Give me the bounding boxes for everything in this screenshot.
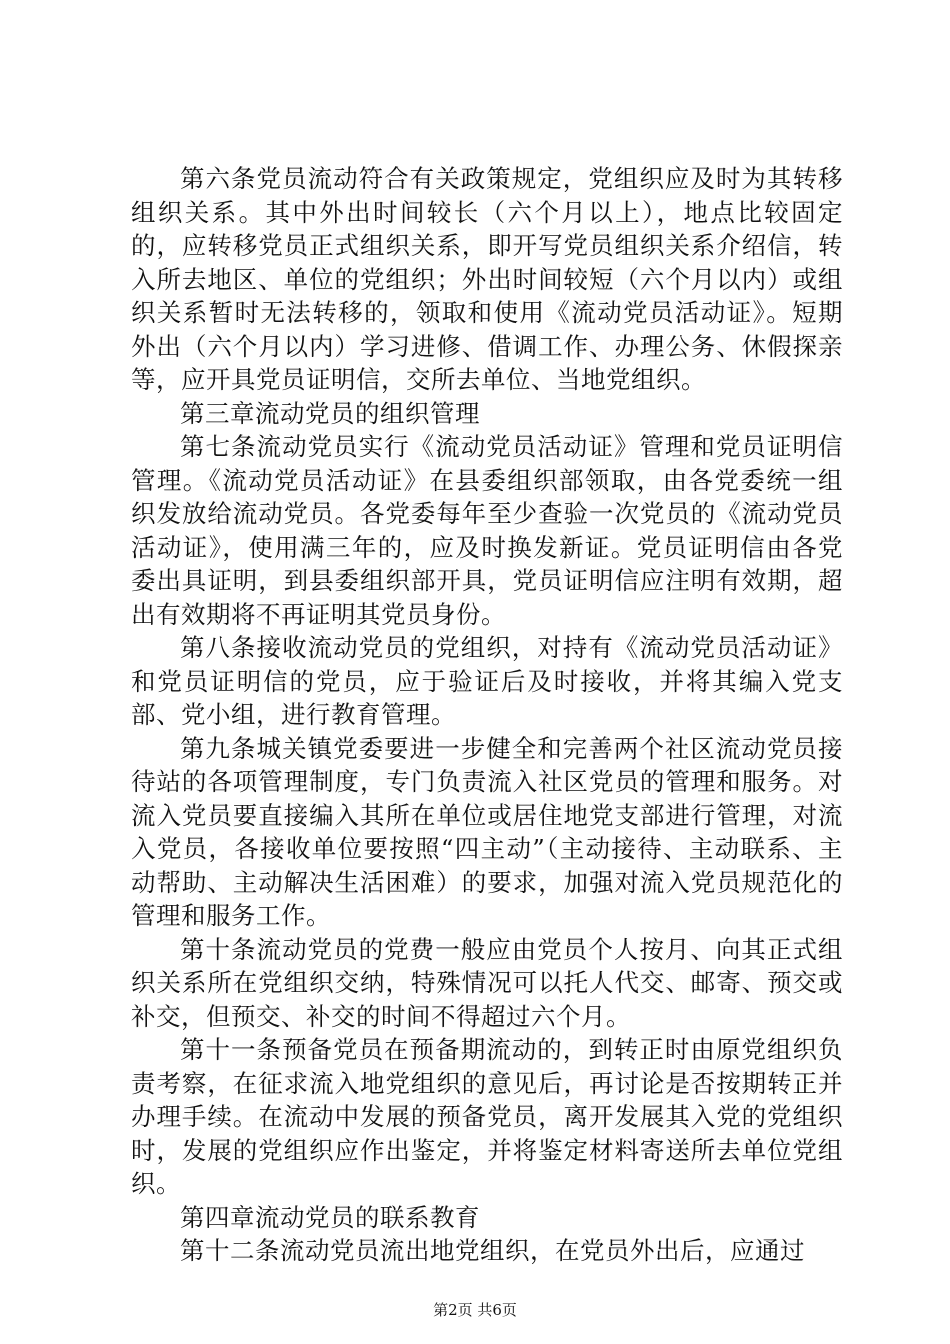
article-9-paragraph: 第九条城关镇党委要进一步健全和完善两个社区流动党员接待站的各项管理制度，专门负责流入社区党员的管理和服务。对流入党员要直接编入其所在单位或居住地党支部进行管理，对流入党员，各接收单位要按照“四主动”（主动接待、主动联系、主动帮助、主动解决生活困难）的要求，加强对流入党员规范化的管理和服务工作。 — [131, 733, 843, 930]
article-11-paragraph: 第十一条预备党员在预备期流动的，到转正时由原党组织负责考察，在征求流入地党组织的意见后，再讨论是否按期转正并办理手续。在流动中发展的预备党员，离开发展其入党的党组织时，发展的党组织应作出鉴定，并将鉴定材料寄送所去单位党组织。 — [131, 1035, 843, 1198]
article-12-paragraph: 第十二条流动党员流出地党组织，在党员外出后，应通过 — [180, 1236, 805, 1265]
chapter-4-heading: 第四章流动党员的联系教育 — [180, 1202, 480, 1232]
document-body — [131, 162, 843, 1268]
article-7-paragraph: 第七条流动党员实行《流动党员活动证》管理和党员证明信管理。《流动党员活动证》在县委组织部领取，由各党委统一组织发放给流动党员。各党委每年至少查验一次党员的《流动党员活动证》，使用满三年的，应及时换发新证。党员证明信由各党委出具证明，到县委组织部开具，党员证明信应注明有效期，超出有效期将不再证明其党员身份。 — [131, 432, 843, 629]
chapter-3-heading: 第三章流动党员的组织管理 — [180, 398, 480, 428]
page-number-footer: 第2页 共6页 — [433, 1301, 517, 1319]
article-6-paragraph: 第六条党员流动符合有关政策规定，党组织应及时为其转移组织关系。其中外出时间较长（六个月以上），地点比较固定的，应转移党员正式组织关系，即开写党员组织关系介绍信，转入所去地区、单位的党组织；外出时间较短（六个月以内）或组织关系暂时无法转移的，领取和使用《流动党员活动证》。短期外出（六个月以内）学习进修、借调工作、办理公务、休假探亲等，应开具党员证明信，交所去单位、当地党组织。 — [131, 164, 843, 394]
article-8-paragraph: 第八条接收流动党员的党组织，对持有《流动党员活动证》和党员证明信的党员，应于验证后及时接收，并将其编入党支部、党小组，进行教育管理。 — [131, 633, 843, 729]
article-10-paragraph: 第十条流动党员的党费一般应由党员个人按月、向其正式组织关系所在党组织交纳，特殊情况可以托人代交、邮寄、预交或补交，但预交、补交的时间不得超过六个月。 — [131, 934, 843, 1031]
